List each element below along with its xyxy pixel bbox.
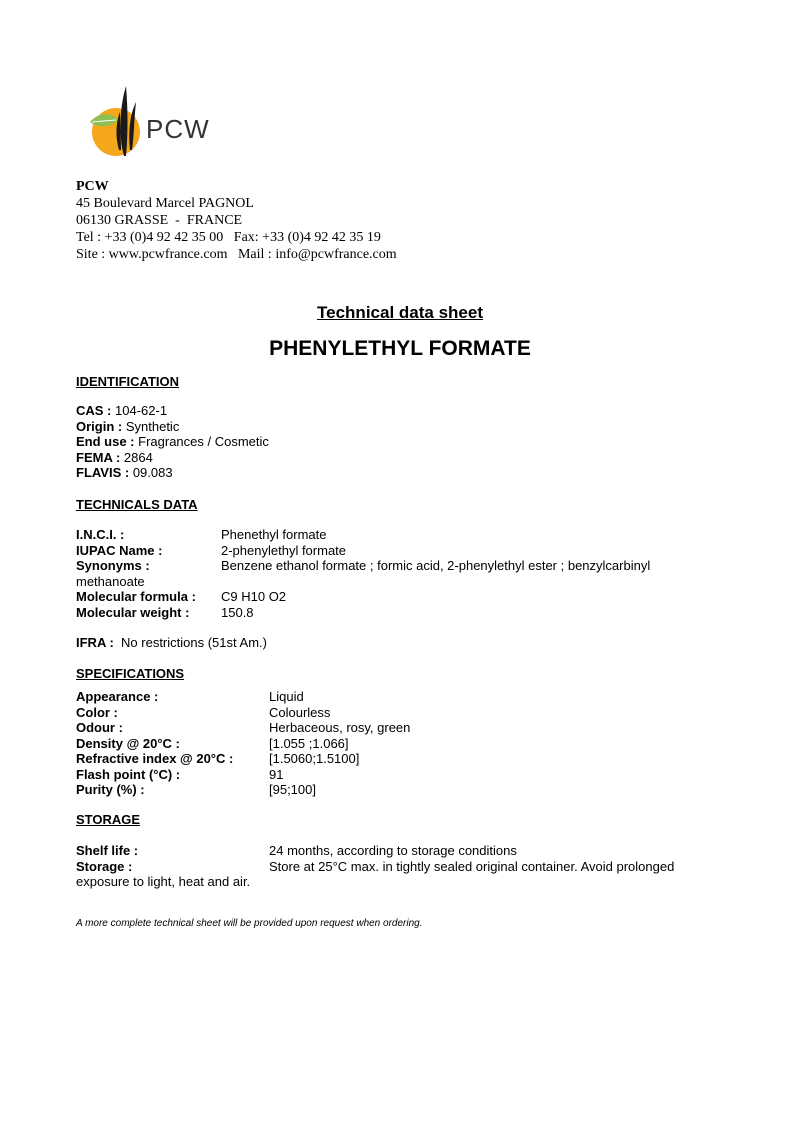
row-label: I.N.C.I. : [76,527,125,542]
row-value: exposure to light, heat and air. [76,874,251,889]
row-value: Phenethyl formate [221,527,327,542]
row-label: End use : [76,434,135,449]
specifications-list [76,689,696,798]
logo-text: PCW [146,114,210,144]
technical-row [76,589,696,605]
row-value: Herbaceous, rosy, green [269,720,411,735]
technical-row [76,605,696,621]
row-value: 2-phenylethyl formate [221,542,347,558]
row-label: Synonyms : [76,558,150,573]
spec-row [76,705,696,721]
row-label: CAS : [76,403,112,418]
row-value: [95;100] [269,782,316,797]
row-value: methanoate [76,573,145,589]
address-line-1: 45 Boulevard Marcel PAGNOL [76,196,254,211]
identification-row [76,450,269,466]
row-value: [1.055 ;1.066] [269,735,349,751]
spec-row [76,689,696,705]
specifications-heading: SPECIFICATIONS [76,666,185,681]
row-value: 09.083 [132,465,173,480]
row-value: Colourless [269,704,331,720]
contact-line: Tel : +33 (0)4 92 42 35 00 Fax: +33 (0)4 92 42 35 19 [76,230,381,245]
technical-row [76,543,696,559]
row-label: Odour : [76,720,123,735]
identification-list [76,403,269,481]
row-label: Purity (%) : [76,782,145,797]
identification-row [76,403,269,419]
technical-row-continued [76,574,696,590]
company-address-block [76,178,397,263]
spec-row [76,720,696,736]
row-value: Benzene ethanol formate ; formic acid, 2-phenylethyl ester ; benzylcarbinyl [221,558,651,573]
row-value: Liquid [269,689,304,704]
row-label: Shelf life : [76,843,139,858]
storage-row [76,859,696,875]
storage-row-continued [76,874,696,890]
row-value: 2864 [123,449,153,465]
product-name: PHENYLETHYL FORMATE [269,337,531,360]
row-label: FEMA : [76,449,121,465]
row-value: 104-62-1 [115,403,168,418]
storage-heading: STORAGE [76,812,141,827]
technical-row [76,558,696,574]
ifra-line [76,635,267,651]
row-value: [1.5060;1.5100] [269,751,360,766]
document-title: Technical data sheet [317,303,483,322]
technical-heading: TECHNICALS DATA [76,497,198,512]
ifra-label: IFRA : [76,635,114,650]
row-label: IUPAC Name : [76,542,163,558]
row-label: Refractive index @ 20°C : [76,751,234,766]
storage-list [76,843,696,890]
ifra-value: No restrictions (51st Am.) [121,635,267,650]
row-label: Appearance : [76,689,159,704]
storage-row [76,843,696,859]
row-value: 150.8 [221,604,254,620]
row-value: 91 [269,766,284,782]
identification-row [76,434,269,450]
row-value: Fragrances / Cosmetic [138,434,269,449]
spec-row [76,736,696,752]
row-label: Flash point (°C) : [76,766,181,782]
spec-row [76,751,696,767]
row-value: Store at 25°C max. in tightly sealed original container. Avoid prolonged [269,858,675,874]
row-label: Molecular formula : [76,589,196,604]
technical-list [76,527,696,620]
row-label: Storage : [76,858,133,874]
web-line: Site : www.pcwfrance.com Mail : info@pcwfrance.com [76,247,397,262]
company-name: PCW [76,179,109,194]
identification-row [76,465,269,481]
row-label: Density @ 20°C : [76,735,180,751]
row-value: Synthetic [125,418,180,434]
footer-note: A more complete technical sheet will be provided upon request when ordering. [76,918,423,929]
row-label: Origin : [76,418,123,434]
identification-heading: IDENTIFICATION [76,374,180,389]
address-line-2: 06130 GRASSE - FRANCE [76,213,243,228]
spec-row [76,782,696,798]
row-label: FLAVIS : [76,465,130,480]
row-value: 24 months, according to storage conditions [269,843,517,858]
technical-row [76,527,696,543]
row-value: C9 H10 O2 [221,589,287,604]
spec-row [76,767,696,783]
identification-row [76,419,269,435]
row-label: Molecular weight : [76,604,190,620]
row-label: Color : [76,704,118,720]
